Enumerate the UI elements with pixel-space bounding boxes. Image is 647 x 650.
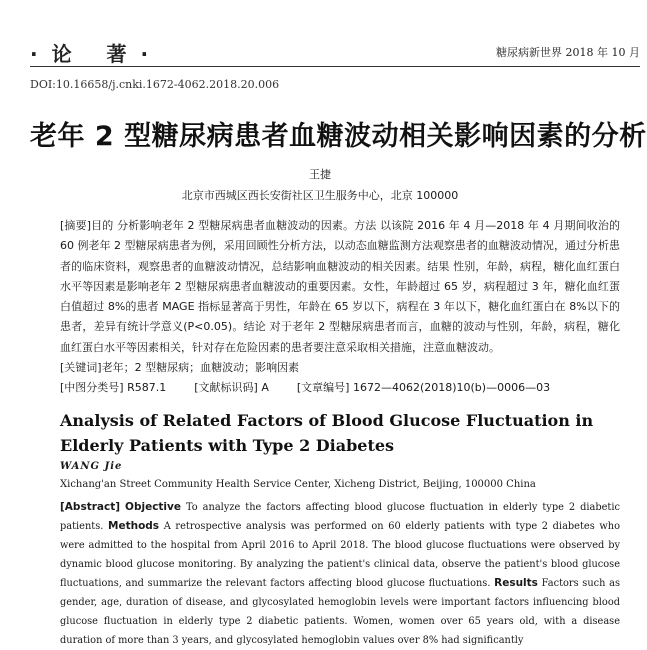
clc-value: R587.1: [127, 381, 167, 395]
abstract-en-label: [Abstract]: [60, 501, 121, 513]
keywords-cn: [60, 358, 620, 378]
abstract-cn-block: [60, 216, 620, 399]
abstract-en: [60, 498, 620, 646]
header-rule: [30, 66, 640, 67]
affiliation-cn: 北京市西城区西长安街社区卫生服务中心，北京 100000: [181, 189, 459, 202]
classification-line: [60, 378, 620, 398]
author-cn: 王捷: [309, 168, 331, 181]
article-no-label: [文章编号]: [296, 381, 350, 395]
methods-text: A retrospective analysis was performed on 60 elderly patients with type 2 diabetes who were admitted to the hospital from April 2016 to April 2018. The blood glucose fluctuations were observed by dynamic blood glucose monitoring. By analyzing the patient's clinical data, observe the patient's blood glucose fluctuations, and summarize the relevant factors affecting blood glucose fluctuations.: [60, 521, 620, 589]
doc-code: [194, 378, 269, 398]
results-label: Results: [494, 577, 538, 589]
abstract-cn-text: 目的 分析影响老年 2 型糖尿病患者血糖波动的因素。方法 以该院 2016 年 4 月—2018 年 4 月期间收治的 60 例老年 2 型糖尿病患者为例，采用回顾性分析方法，以动态血糖监测方法观察患者的血糖波动情况，通过分析患者的临床资料，观察患者的血糖波动情况，总结影响血糖波动的相关因素。结果 性别，年龄，病程，糖化血红蛋白水平等因素是影响老年 2 型糖尿病患者血糖波动的重要因素。女性，年龄超过 65 岁，病程超过 3 年，糖化血红蛋白值超过 8%的患者 MAGE 指标显著高于男性，年龄在 65 岁以下，病程在 3 年以下，糖化血红蛋白在 8%以下的患者，差异有统计学意义(P<0.05)。结论 对于老年 2 型糖尿病患者而言，血糖的波动与性别，年龄，病程，糖化血红蛋白水平等因素相关，针对存在危险因素的患者要注意采取相关措施，注意血糖波动。: [60, 219, 620, 354]
keywords-cn-text: 老年；2 型糖尿病；血糖波动；影响因素: [101, 361, 300, 375]
title-cn: 老年 2 型糖尿病患者血糖波动相关影响因素的分析: [30, 121, 647, 152]
doi: DOI:10.16658/j.cnki.1672-4062.2018.20.006: [30, 78, 280, 91]
article-no: [297, 378, 550, 398]
abstract-cn: [60, 216, 620, 358]
page-header: [30, 30, 640, 70]
doc-code-label: [文献标识码]: [194, 381, 258, 395]
article-no-value: 1672—4062(2018)10(b)—0006—03: [352, 381, 551, 395]
results-text: Factors such as gender, age, duration of disease, and glycosylated hemoglobin levels were important factors influencing blood glucose fluctuation in elderly type 2 diabetic patients. Women, women over 65 years old, with a disease duration of more than 3 years, and glycosylated hemoglobin values over 8% had significantly: [60, 578, 620, 646]
methods-label: Methods: [108, 520, 160, 532]
keywords-cn-label: [关键词]: [60, 361, 102, 375]
clc-label: [中图分类号]: [60, 381, 124, 395]
doc-code-value: A: [261, 381, 269, 395]
title-en: Analysis of Related Factors of Blood Glucose Fluctuation in Elderly Patients with Type 2 Diabetes: [60, 411, 594, 455]
abstract-cn-label: [摘要]: [60, 219, 92, 232]
objective-text: To analyze the factors affecting blood glucose fluctuation in elderly type 2 diabetic patients.: [60, 502, 620, 532]
section-label: ·论 著·: [30, 42, 163, 66]
clc: [60, 378, 166, 398]
journal-info: 糖尿病新世界 2018 年 10 月: [496, 46, 640, 59]
affiliation-en: Xichang'an Street Community Health Service Center, Xicheng District, Beijing, 100000 China: [60, 479, 536, 490]
objective-label: Objective: [125, 501, 182, 513]
author-en: WANG Jie: [60, 461, 123, 472]
